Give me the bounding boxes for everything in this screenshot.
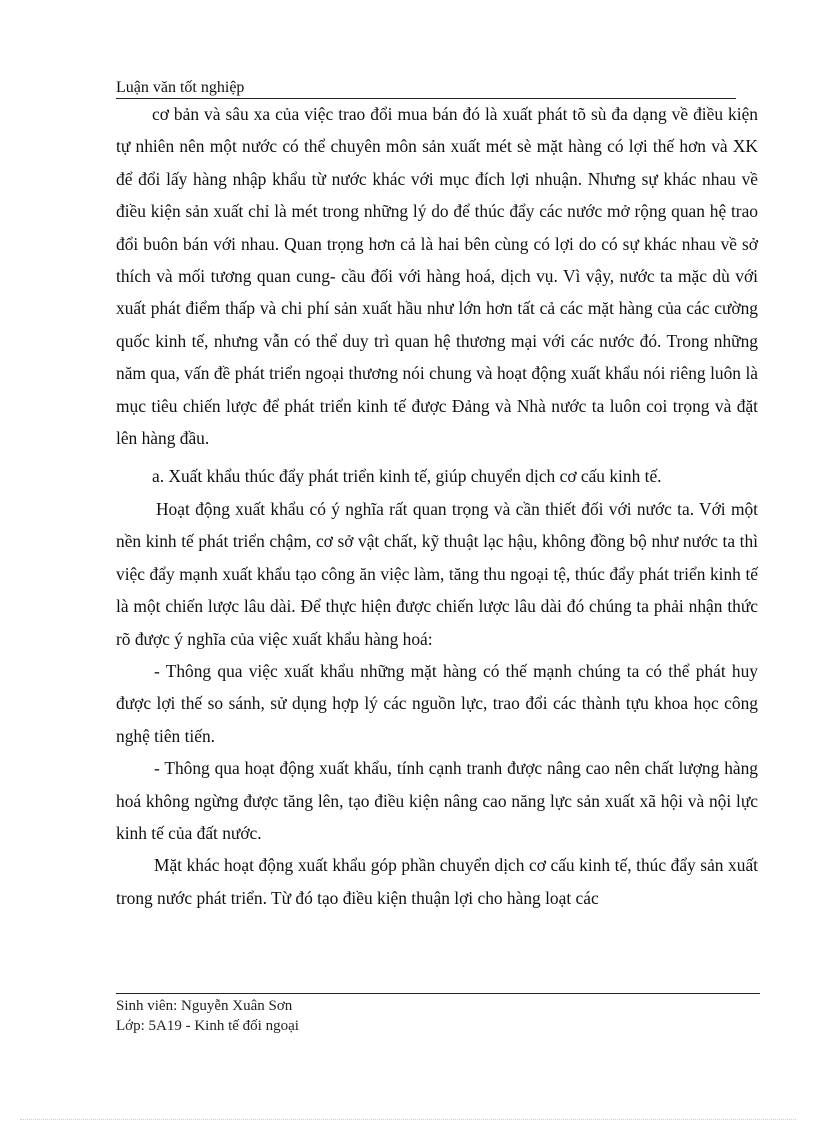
bullet-comparative-advantage: - Thông qua việc xuất khẩu những mặt hàng có thế mạnh chúng ta có thể phát huy được lợi thế so sánh, sử dụng hợp lý các nguồn lực, trao đổi các thành tựu khoa học công nghệ tiên tiến. <box>116 660 758 746</box>
body-text <box>116 98 758 914</box>
bullet-competitiveness: - Thông qua hoạt động xuất khẩu, tính cạnh tranh được nâng cao nên chất lượng hàng hoá không ngừng được tăng lên, tạo điều kiện nâng cao năng lực sản xuất xã hội và nội lực kinh tế của đất nước. <box>116 758 758 843</box>
page-bottom-edge <box>20 1119 796 1120</box>
paragraph-structural-shift: Mặt khác hoạt động xuất khẩu góp phần chuyển dịch cơ cấu kinh tế, thúc đẩy sản xuất trong nước phát triển. Từ đó tạo điều kiện thuận lợi cho hàng loạt các <box>116 855 758 908</box>
footer-student-name: Sinh viên: Nguyễn Xuân Sơn <box>116 998 293 1014</box>
footer-divider <box>116 993 760 994</box>
page-footer <box>116 996 299 1036</box>
paragraph-continuation: cơ bản và sâu xa của việc trao đổi mua bán đó là xuất phát tõ sù đa dạng về điều kiện tự nhiên nên một nước có thể chuyên môn sản xuất mét sè mặt hàng có lợi thế hơn và XK để đổi lấy hàng nhập khẩu từ nước khác với mục đích lợi nhuận. Nhưng sự khác nhau về điều kiện sản xuất chỉ là mét trong những lý do để thúc đẩy các nước mở rộng quan hệ trao đổi buôn bán với nhau. Quan trọng hơn cả là hai bên cùng có lợi do có sự khác nhau về sở thích và mối tương quan cung- cầu đối với hàng hoá, dịch vụ. Vì vậy, nước ta mặc dù với xuất phát điểm thấp và chi phí sản xuất hầu như lớn hơn tất cả các mặt hàng của các cường quốc kinh tế, nhưng vẫn có thể duy trì quan hệ thương mại với các nước đó. Trong những năm qua, vấn đề phát triển ngoại thương nói chung và hoạt động xuất khẩu nói riêng luôn là mục tiêu chiến lược để phát triển kinh tế được Đảng và Nhà nước ta luôn coi trọng và đặt lên hàng đầu. <box>116 104 758 449</box>
footer-class-info: Lớp: 5A19 - Kinh tế đối ngoại <box>116 1018 299 1034</box>
paragraph-export-significance: Hoạt động xuất khẩu có ý nghĩa rất quan trọng và cần thiết đối với nước ta. Với một nền kinh tế phát triển chậm, cơ sở vật chất, kỹ thuật lạc hậu, không đồng bộ như nước ta thì việc đẩy mạnh xuất khẩu tạo công ăn việc làm, tăng thu ngoại tệ, thúc đẩy phát triển kinh tế là một chiến lược lâu dài. Để thực hiện được chiến lược lâu dài đó chúng ta phải nhận thức rõ được ý nghĩa của việc xuất khẩu hàng hoá: <box>116 498 758 649</box>
page-header-title: Luận văn tốt nghiệp <box>116 79 245 96</box>
section-heading-a: a. Xuất khẩu thúc đẩy phát triển kinh tế, giúp chuyển dịch cơ cấu kinh tế. <box>152 466 662 487</box>
